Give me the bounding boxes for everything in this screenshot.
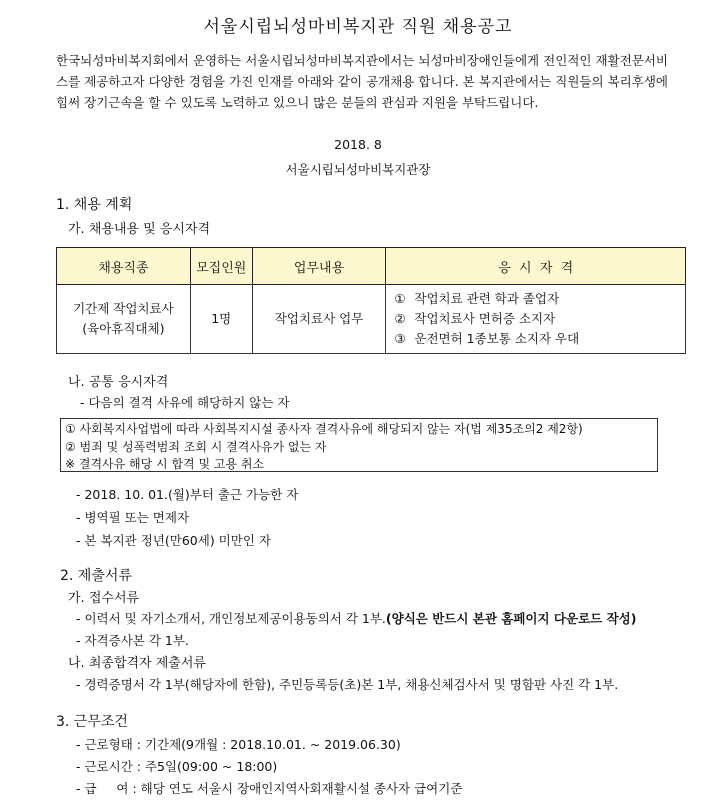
submission-note: (양식은 반드시 본관 홈페이지 다운로드 작성) (385, 611, 637, 626)
section3-heading: 3. 근무조건 (56, 714, 128, 730)
job-title: 기간제 작업치료사 (73, 301, 174, 316)
duty-cell: 작업치료사 업무 (252, 285, 386, 354)
section1-sub-b-desc: - 다음의 결격 사유에 해당하지 않는 자 (80, 395, 290, 410)
requirement-item (394, 329, 684, 349)
requirement-text: 작업치료사 면허증 소지자 (414, 311, 556, 326)
table-header: 모집인원 (190, 248, 252, 285)
disqualification-box (60, 418, 658, 472)
requirement-mark: ③ (394, 331, 406, 346)
section1-heading: 1. 채용 계획 (56, 197, 133, 213)
requirement-text: 작업치료 관련 학과 졸업자 (414, 291, 560, 306)
requirement-mark: ① (394, 291, 406, 306)
notice-title: 서울시립뇌성마비복지관 직원 채용공고 (203, 17, 513, 37)
requirement-text: 운전면허 1종보통 소지자 우대 (414, 331, 580, 346)
notice-signer: 서울시립뇌성마비복지관장 (285, 162, 431, 177)
work-condition: - 근로시간 : 주5일(09:00 ~ 18:00) (76, 759, 278, 774)
table-header: 업무내용 (252, 248, 386, 285)
requirement-item (394, 309, 684, 329)
box-line: ① 사회복지사업법에 따라 사회복지시설 종사자 결격사유에 해당되지 않는 자(법 제35조의2 제2항) (65, 422, 583, 436)
extra-condition: - 본 복지관 정년(만60세) 미만인 자 (76, 533, 271, 548)
extra-condition: - 2018. 10. 01.(월)부터 출근 가능한 자 (76, 487, 299, 502)
job-note: (육아휴직대체) (82, 321, 165, 336)
job-cell (57, 285, 191, 354)
section2-heading: 2. 제출서류 (60, 568, 132, 584)
submission-item (76, 609, 636, 627)
extra-condition: - 병역필 또는 면제자 (76, 510, 190, 525)
intro-paragraph: 한국뇌성마비복지회에서 운영하는 서울시립뇌성마비복지관에서는 뇌성마비장애인들에게 전인적인 재활전문서비스를 제공하고자 다양한 경험을 가진 인재를 아래와 같이 공개채용 합니다. 본 복지관에서는 직원들의 복리후생에 힘써 장기근속을 할 수 있도록 노력하고 있으니 많은 분들의 관심과 지원을 부탁드립니다. (56, 53, 668, 110)
submission-item: - 자격증사본 각 1부. (76, 633, 189, 648)
table-header-row (57, 248, 686, 285)
work-condition: - 근로형태 : 기간제(9개월 : 2018.10.01. ~ 2019.06.30) (76, 737, 401, 752)
section1-sub-a: 가. 채용내용 및 응시자격 (68, 222, 211, 237)
box-line: ② 범죄 및 성폭력범죄 조회 시 결격사유가 없는 자 (65, 439, 327, 454)
section2-sub-a: 가. 접수서류 (68, 591, 140, 606)
requirement-item (394, 289, 684, 309)
section1-sub-b: 나. 공통 응시자격 (68, 375, 169, 390)
section2-sub-b: 나. 최종합격자 제출서류 (68, 656, 206, 671)
recruitment-table (56, 247, 686, 354)
requirements-cell (386, 285, 686, 354)
submission-text: - 이력서 및 자기소개서, 개인정보제공이용동의서 각 1부. (76, 611, 386, 626)
table-header: 채용직종 (57, 248, 191, 285)
table-header: 응 시 자 격 (386, 248, 686, 285)
count-cell: 1명 (190, 285, 252, 354)
notice-date: 2018. 8 (334, 137, 382, 152)
requirement-mark: ② (394, 311, 406, 326)
table-row (57, 285, 686, 354)
submission-item: - 경력증명서 각 1부(해당자에 한함), 주민등록등(초)본 1부, 채용신체검사서 및 명함판 사진 각 1부. (76, 677, 619, 692)
box-line: ※ 결격사유 해당 시 합격 및 고용 취소 (65, 457, 265, 471)
work-condition: - 급 여 : 해당 연도 서울시 장애인지역사회재활시설 종사자 급여기준 (76, 781, 463, 796)
